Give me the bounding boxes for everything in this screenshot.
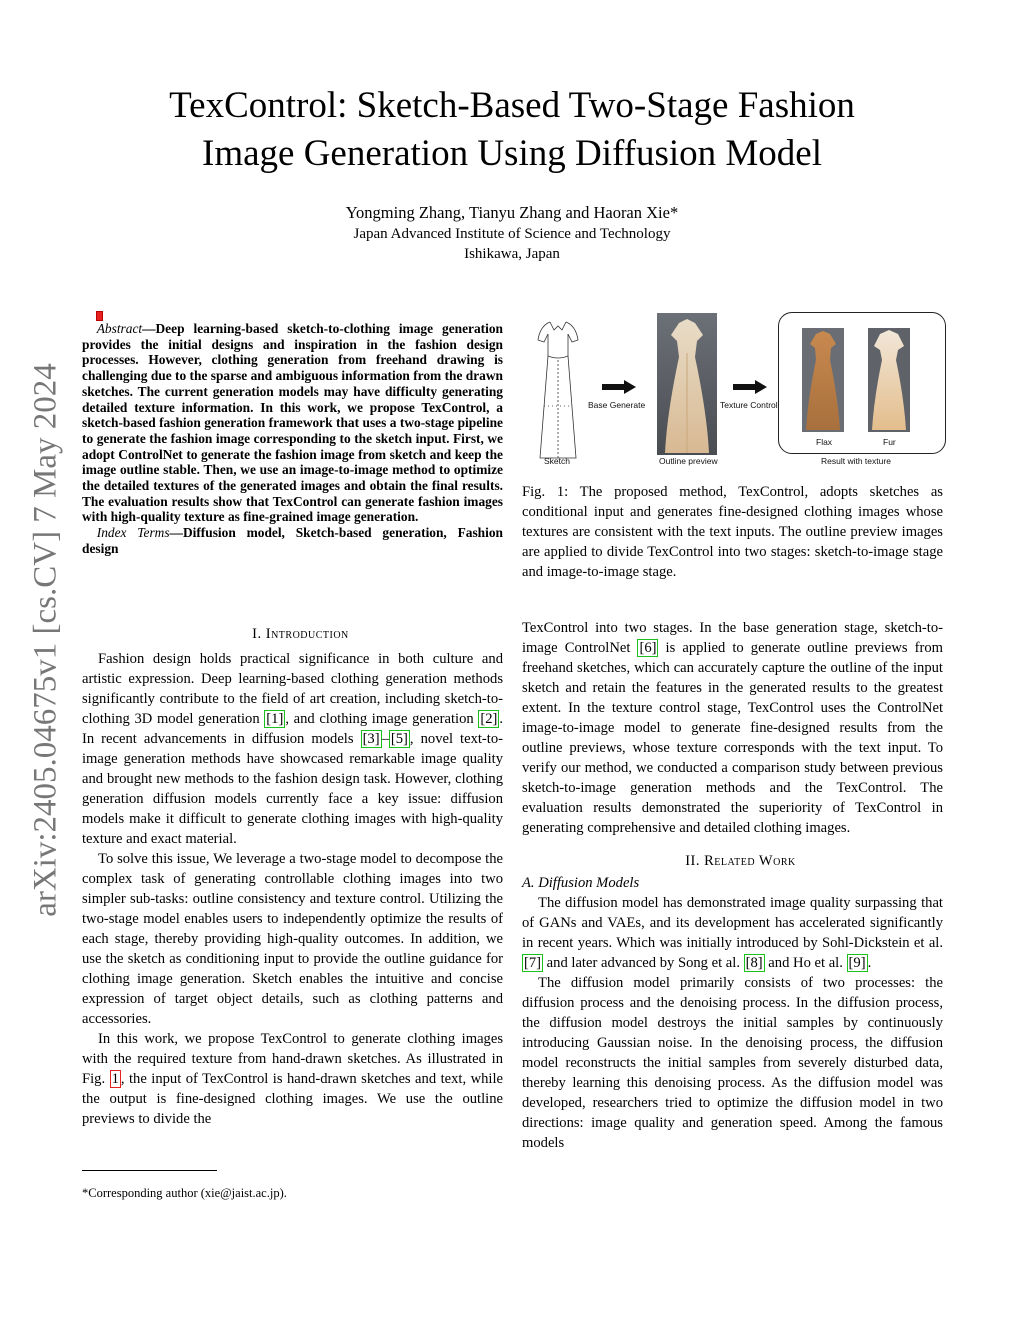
sketch-label: Sketch <box>544 456 570 466</box>
affiliation-line-2: Ishikawa, Japan <box>464 246 560 262</box>
abstract <box>82 321 503 557</box>
result-label: Result with texture <box>821 456 891 466</box>
related-work-heading: II. Related Work <box>685 853 796 869</box>
index-terms-body: —Diffusion model, Sketch-based generation, Fashion design <box>82 525 503 556</box>
author-list: Yongming Zhang, Tianyu Zhang and Haoran Xie* <box>345 203 679 222</box>
fur-result-image <box>868 328 910 432</box>
figure-1-link[interactable]: 1 <box>111 1071 119 1087</box>
texture-control-label: Texture Control <box>720 400 778 410</box>
sketch-image <box>530 316 586 460</box>
intro-paragraph-2: To solve this issue, We leverage a two-stage model to decompose the complex task of generating controllable clothing images into two simpler sub-tasks: outline consistency and texture control. Utilizing the two-stage model enables users to independently optimize the results of each stage, thereby providing high-quality outcomes. In addition, we use the sketch as conditioning input to provide the outline guidance for clothing image generation. Sketch enables the intuitive and concise expression of target object details, such as clothing patterns and accessories. <box>82 851 503 1027</box>
outline-preview-label: Outline preview <box>659 456 718 466</box>
fur-label: Fur <box>883 437 896 447</box>
citation-8[interactable]: [8] <box>745 955 763 971</box>
citation-6[interactable]: [6] <box>639 640 657 656</box>
base-generate-label: Base Generate <box>588 400 646 410</box>
related-paragraph-2: The diffusion model primarily consists of two processes: the diffusion process and the denoising process. In the diffusion process, the diffusion model destroys the initial samples by continuously introducing Gaussian noise. In the denoising process, the diffusion model reconstructs the initial samples from severely disturbed data, thereby learning this denoising process. As the diffusion model was developed, researchers tried to optimize the diffusion model in two directions: image quality and generation speed. Among the famous models <box>522 975 943 1151</box>
intro-heading: I. Introduction <box>252 626 349 642</box>
intro-section <box>82 624 503 1129</box>
intro-continuation: TexControl into two stages. In the base generation stage, sketch-to-image ControlNet [6] is applied to generate outline previews from freehand sketches, which can accurately capture the outline of the input sketch and retain the features in the generated results to the greatest extent. In the texture control stage, TexControl uses the ControlNet image-to-image model to generate fine-designed results from the outline previews, whose texture corresponds with the text input. To verify our method, we conducted a comparison study between previous sketch-to-image generation methods and the TexControl. The evaluation results demonstrated the superiority of TexControl in generating comprehensive and detailed clothing images. <box>522 620 943 836</box>
citation-2[interactable]: [2] <box>480 711 498 727</box>
related-paragraph-1: The diffusion model has demonstrated image quality surpassing that of GANs and VAEs, and its development has accelerated significantly in recent years. Which was initially introduced by Sohl-Dickstein et al. [7] and later advanced by Song et al. [8] and Ho et al. [9] . <box>522 895 943 971</box>
arxiv-sidebar <box>26 350 66 930</box>
arrow-icon <box>733 380 767 394</box>
outline-preview-image <box>657 313 717 455</box>
link-marker[interactable] <box>96 311 103 321</box>
citation-7[interactable]: [7] <box>524 955 542 971</box>
right-column <box>522 618 943 1153</box>
figure-1-caption: Fig. 1: The proposed method, TexControl, adopts sketches as conditional input and generates fine-designed clothing images whose textures are consistent with the text inputs. The outline preview images are applied to divide TexControl into two stages: sketch-to-image stage and image-to-image stage. <box>522 484 943 580</box>
affiliation-line-1: Japan Advanced Institute of Science and Technology <box>353 226 671 242</box>
arrow-icon <box>602 380 636 394</box>
abstract-lead: Abstract <box>96 321 143 336</box>
intro-paragraph-1: Fashion design holds practical significance in both culture and artistic expression. Deep learning-based clothing generation methods significantly contribute to the field of art creation, including sketch-to-clothing 3D model generation [1] , and clothing image generation [2] . In recent advancements in diffusion models [3] – [5] , novel text-to-image generation methods have showcased remarkable image quality and brought new methods to the fashion design task. However, clothing generation diffusion models currently face a key issue: diffusion models make it difficult to generate clothing images with high-quality texture and exact material. <box>82 651 504 847</box>
abstract-body: —Deep learning-based sketch-to-clothing image generation provides the initial designs and inspiration in the fashion design processes. However, clothing generation from freehand drawing is challenging due to the sparse and ambiguous information from the drawn sketches. The current generation models may have difficulty generating detailed texture information. In this work, we propose TexControl, a sketch-based fashion generation framework that uses a two-stage pipeline to generate the fashion image corresponding to the sketch input. First, we adopt ControlNet to generate the fashion image from sketch and keep the image outline stable. Then, we use an image-to-image method to optimize the detailed textures of the generated images and obtain the final results. The evaluation results show that TexControl can generate fashion images with high-quality texture as fine-grained image generation. <box>82 321 503 525</box>
title-line-2: Image Generation Using Diffusion Model <box>202 133 822 174</box>
footnote-rule <box>82 1170 217 1171</box>
flax-label: Flax <box>816 437 833 447</box>
figure-1 <box>522 308 952 468</box>
flax-result-image <box>802 328 844 432</box>
citation-3[interactable]: [3] <box>362 731 380 747</box>
diffusion-models-subheading: A. Diffusion Models <box>522 875 640 891</box>
citation-1[interactable]: [1] <box>266 711 284 727</box>
index-terms-lead: Index Terms <box>96 525 170 541</box>
paper-title <box>0 82 1024 178</box>
citation-9[interactable]: [9] <box>848 955 866 971</box>
title-line-1: TexControl: Sketch-Based Two-Stage Fashion <box>169 85 855 126</box>
intro-paragraph-3: In this work, we propose TexControl to generate clothing images with the required texture from hand-drawn sketches. As illustrated in Fig. 1 , the input of TexControl is hand-drawn sketches and text, while the output is fine-designed clothing images. We use the outline previews to divide the <box>82 1031 503 1127</box>
arxiv-identifier: arXiv:2405.04675v1 [cs.CV] 7 May 2024 <box>27 363 64 917</box>
citation-5[interactable]: [5] <box>390 731 408 747</box>
footnote: *Corresponding author (xie@jaist.ac.jp). <box>82 1186 287 1200</box>
